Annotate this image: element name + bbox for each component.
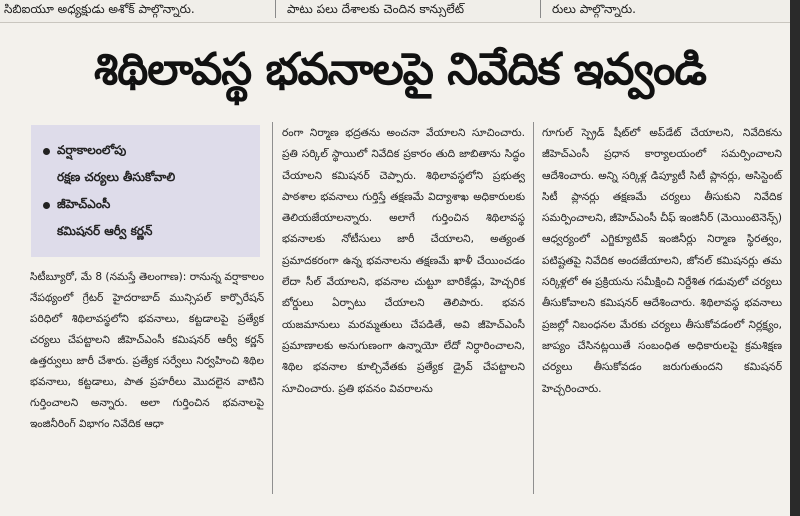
bullet-icon (43, 202, 50, 209)
top-strip-middle-text: పాటు పలు దేశాలకు చెందిన కాన్సులేట్ (287, 2, 465, 16)
previous-article-strip (0, 0, 800, 23)
top-strip-left-text: సిబిఐయూ అధ్యక్షుడు అశోక్ పాల్గొన్నారు. (4, 2, 195, 16)
column-divider (540, 0, 541, 18)
column-divider (533, 122, 534, 494)
bullet-icon (43, 148, 50, 155)
summary-item (31, 191, 260, 245)
summary-item-line2: రక్షణ చర్యలు తీసుకోవాలి (57, 170, 176, 184)
page-edge (790, 0, 800, 516)
top-strip-right-text: రులు పాల్గొన్నారు. (552, 2, 636, 16)
summary-box (31, 125, 260, 257)
column-divider (272, 122, 273, 494)
column-2-text: రంగా నిర్మాణ భద్రతను అంచనా వేయాలని సూచించారు. ప్రతి సర్కిల్ స్థాయిలో నివేదిక ప్రకారం తుది జాబితాను సిద్ధం చేయాలని కమిషనర్ చెప్పారు. శిథిలావస్థలోని ప్రభుత్వ పాఠశాల భవనాలు గుర్తిస్తే తక్షణమే విద్యాశాఖ అధికారులకు తెలియజేయాలన్నారు. అలాగే గుర్తించిన శిథిలావస్థ భవనాలకు నోటీసులు జారీ చేయాలని, అత్యంత ప్రమాదకరంగా ఉన్న భవనాలను తక్షణమే ఖాళీ చేయించడం లేదా సీల్ వేయాలని, భవనాల చుట్టూ బారికేడ్లు, హెచ్చరిక బోర్డులు ఏర్పాటు చేయాలని తెలిపారు. భవన యజమానులు మరమ్మతులు చేపడితే, అవి జీహెచ్ఎంసీ ప్రమాణాలకు అనుగుణంగా ఉన్నాయో లేదో నిర్ధారించాలని, శిథిల భవనాల కూల్చివేతకు ప్రత్యేక డ్రైవ్ చేపట్టాలని సూచించారు. ప్రతి భవనం వివరాలను (282, 127, 525, 395)
article-column-1 (30, 267, 264, 435)
column-divider (275, 0, 276, 18)
summary-item-line1: వర్షాకాలంలోపు (57, 143, 127, 157)
article-column-2 (282, 123, 525, 400)
summary-item (31, 137, 260, 191)
column-3-text: గూగుల్ స్ప్రెడ్ షీట్‌లో అప్‌డేట్ చేయాలని, నివేదికను జీహెచ్ఎంసీ ప్రధాన కార్యాలయంలో సమర్పించాలని ఆదేశించారు. అన్ని సర్కిళ్ల డిప్యూటీ సిటీ ప్లానర్లు, అసిస్టెంట్ సిటీ ప్లానర్లు తక్షణమే చర్యలు తీసుకుని నివేదిక సమర్పించాలని, జీహెచ్ఎంసీ చీఫ్ ఇంజినీర్ (మెయింటెనెన్స్) ఆధ్వర్యంలో ఎగ్జిక్యూటివ్ ఇంజినీర్లు నిర్మాణ స్థిరత్వం, పటిష్టతపై నివేదిక అందజేయాలని, జోనల్ కమిషనర్లు తమ సర్కిళ్లలో ఈ ప్రక్రియను సమీక్షించి నిర్దేశిత గడువులో చర్యలు తీసుకోవాలని కమిషనర్ ఆదేశించారు. శిథిలావస్థ భవనాలు ప్రజల్లో నిబంధనల మేరకు చర్యలు తీసుకోవడంలో నిర్లక్ష్యం, జాప్యం చేసినట్లయితే సంబంధిత అధికారులపై క్రమశిక్షణ చర్యలు తీసుకోవడం జరుగుతుందని కమిషనర్ హెచ్చరించారు. (542, 127, 782, 395)
column-1-text: సిటీబ్యూరో, మే 8 (నమస్తే తెలంగాణ): రానున్న వర్షాకాలం నేపథ్యంలో గ్రేటర్ హైదరాబాద్ మున్సిపల్ కార్పొరేషన్ పరిధిలో శిథిలావస్థలోని భవనాలు, కట్టడాలపై ప్రత్యేక చర్యలు చేపట్టాలని జీహెచ్ఎంసీ కమిషనర్ ఆర్వీ కర్ణన్ ఉత్తర్వులు జారీ చేశారు. ప్రత్యేక సర్వేలు నిర్వహించి శిథిల భవనాలు, కట్టడాలు, పాత ప్రహరీలు మొదలైన వాటిని గుర్తించాలని అన్నారు. అలా గుర్తించిన భవనాలపై ఇంజినీరింగ్ విభాగం నివేదిక ఆధా (30, 271, 264, 430)
article-headline: శిథిలావస్థ భవనాలపై నివేదిక ఇవ్వండి (94, 44, 706, 95)
summary-item-line1: జీహెచ్ఎంసీ (57, 197, 111, 211)
summary-item-line2: కమిషనర్ ఆర్వీ కర్ణన్ (57, 224, 153, 238)
article-column-3 (542, 123, 782, 400)
